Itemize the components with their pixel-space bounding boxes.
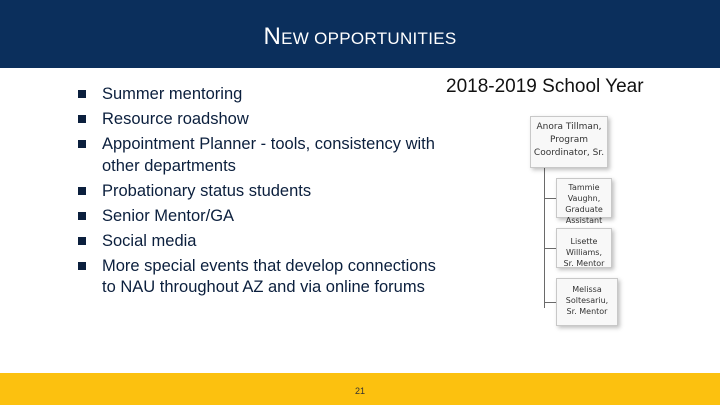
- org-box-graduate-assistant: [556, 178, 612, 225]
- org-box-line: Sr. Mentor: [563, 259, 605, 268]
- square-bullet-icon: [78, 237, 86, 245]
- bullet-list: [78, 84, 438, 302]
- org-box-line: Graduate: [565, 205, 603, 214]
- bullet-item: [78, 134, 438, 177]
- square-bullet-icon: [78, 187, 86, 195]
- org-box-sr-mentor: [556, 278, 618, 326]
- org-box-line: Program: [550, 135, 588, 145]
- org-box-line: Soltesariu,: [565, 296, 609, 305]
- org-box-coordinator: [530, 116, 608, 168]
- bullet-item: [78, 109, 438, 131]
- bullet-text: More special events that develop connections to NAU throughout AZ and via online forums: [102, 256, 436, 296]
- bullet-item: [78, 256, 438, 299]
- bullet-text: Probationary status students: [102, 181, 312, 200]
- square-bullet-icon: [78, 262, 86, 270]
- bullet-item: [78, 231, 438, 253]
- bullet-item: [78, 84, 438, 106]
- slide-title-rest: EW OPPORTUNITIES: [281, 29, 457, 48]
- square-bullet-icon: [78, 115, 86, 123]
- org-chart: [528, 114, 628, 330]
- square-bullet-icon: [78, 212, 86, 220]
- square-bullet-icon: [78, 90, 86, 98]
- org-box-line: Lisette Williams,: [565, 237, 603, 257]
- bullet-text: Summer mentoring: [102, 85, 243, 103]
- org-box-line: Sr. Mentor: [566, 307, 608, 316]
- header-bar: [0, 0, 720, 68]
- org-connector: [544, 248, 556, 249]
- org-box-line: Tammie Vaughn,: [567, 183, 601, 203]
- bullet-text: Senior Mentor/GA: [102, 206, 235, 225]
- square-bullet-icon: [78, 140, 86, 148]
- org-connector: [544, 168, 545, 308]
- org-box-line: Assistant: [565, 216, 603, 225]
- page-number: 21: [354, 386, 365, 396]
- org-connector: [544, 198, 556, 199]
- slide-title: [263, 23, 456, 51]
- org-box-sr-mentor: [556, 228, 612, 268]
- org-connector: [544, 302, 556, 303]
- bullet-text: Appointment Planner - tools, consistency with other departments: [102, 135, 435, 175]
- footer-bar: [0, 373, 720, 405]
- bullet-item: [78, 181, 438, 203]
- bullet-text: Resource roadshow: [102, 110, 249, 128]
- org-box-line: Coordinator, Sr.: [533, 148, 605, 158]
- slide-title-initial: N: [263, 23, 282, 50]
- school-year-label: 2018-2019 School Year: [446, 76, 644, 97]
- bullet-item: [78, 206, 438, 228]
- org-box-line: Melissa: [572, 285, 602, 294]
- bullet-text: Social media: [102, 231, 197, 250]
- org-box-line: Anora Tillman,: [536, 122, 602, 132]
